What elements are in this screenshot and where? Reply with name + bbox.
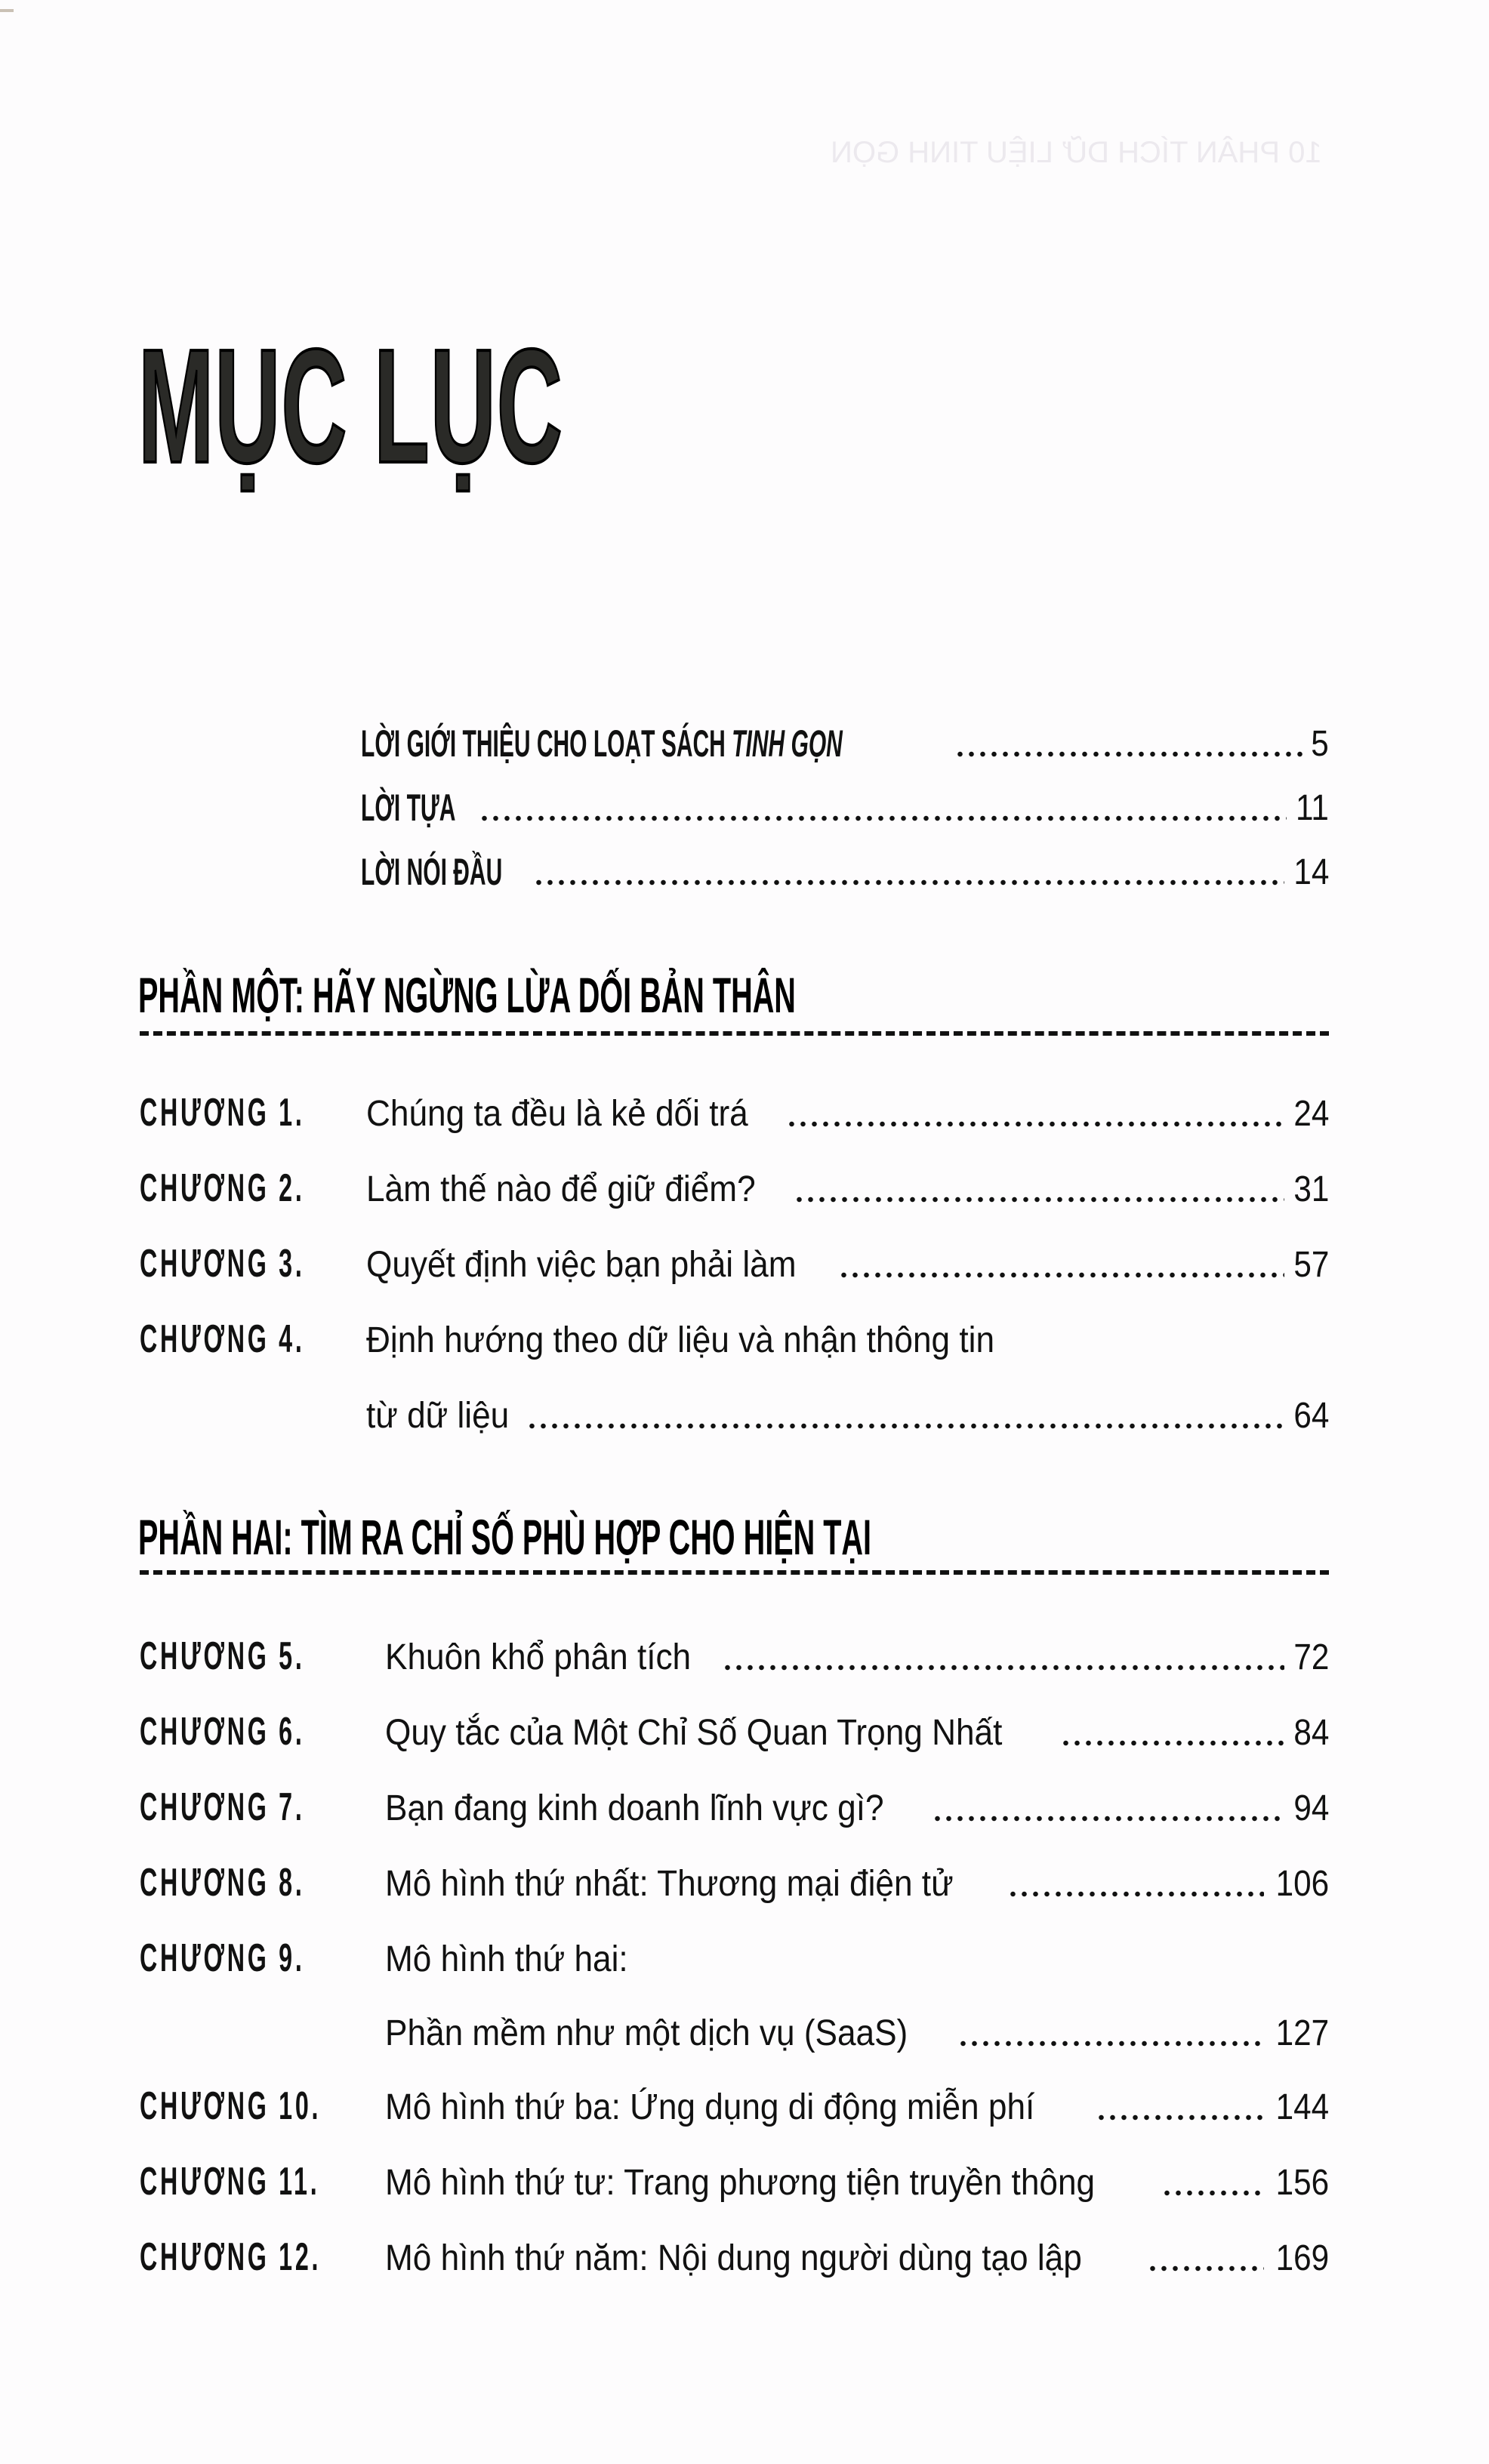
dot-leader <box>479 815 1287 822</box>
chapter-title: Định hướng theo dữ liệu và nhận thông tin <box>366 1320 995 1360</box>
dot-leader <box>1007 1890 1264 1898</box>
toc-entry-preface[interactable] <box>361 781 1329 827</box>
page-number: 156 <box>1275 2163 1329 2203</box>
chapter-label: CHƯƠNG 10. <box>140 2084 322 2128</box>
toc-chapter-8[interactable] <box>140 1857 1329 1905</box>
dot-leader <box>1060 1739 1284 1747</box>
toc-chapter-3[interactable] <box>140 1238 1329 1286</box>
chapter-label: CHƯƠNG 5. <box>140 1634 305 1678</box>
page-number: 127 <box>1275 2013 1329 2053</box>
chapter-label: CHƯƠNG 7. <box>140 1785 305 1829</box>
page-number: 106 <box>1275 1864 1329 1904</box>
toc-chapter-6[interactable] <box>140 1706 1329 1754</box>
page-corner-mark <box>0 9 14 12</box>
part-divider-1 <box>140 1031 1329 1036</box>
part-heading-2: PHẦN HAI: TÌM RA CHỈ SỐ PHÙ HỢP CHO HIỆN TẠI <box>138 1509 872 1565</box>
chapter-title: Khuôn khổ phân tích <box>385 1637 692 1677</box>
toc-entry-label: LỜI GIỚI THIỆU CHO LOẠT SÁCH TINH GỌN <box>361 722 843 765</box>
part-heading-1: PHẦN MỘT: HÃY NGỪNG LỪA DỐI BẢN THÂN <box>138 967 796 1023</box>
dot-leader <box>957 2040 1263 2047</box>
page-number: 57 <box>1293 1245 1329 1285</box>
dot-leader <box>794 1196 1284 1203</box>
page-number: 24 <box>1293 1094 1329 1134</box>
dot-leader <box>838 1271 1284 1279</box>
page-number: 64 <box>1293 1396 1329 1436</box>
page-number: 14 <box>1293 852 1329 892</box>
toc-chapter-1[interactable] <box>140 1087 1329 1135</box>
chapter-label: CHƯƠNG 1. <box>140 1091 305 1135</box>
toc-chapter-11[interactable] <box>140 2156 1329 2204</box>
page-number: 144 <box>1275 2087 1329 2127</box>
chapter-title: Mô hình thứ năm: Nội dung người dùng tạo lập <box>385 2238 1082 2278</box>
dot-leader <box>786 1120 1284 1128</box>
dot-leader <box>1147 2265 1264 2272</box>
page-number: 84 <box>1293 1713 1329 1753</box>
chapter-label: CHƯƠNG 9. <box>140 1936 305 1980</box>
dot-leader <box>1161 2189 1264 2197</box>
toc-chapter-12[interactable] <box>140 2231 1329 2277</box>
dot-leader <box>526 1422 1284 1430</box>
toc-entry-foreword[interactable] <box>361 845 1329 891</box>
chapter-label: CHƯƠNG 8. <box>140 1861 305 1905</box>
page-title: MỤC LỤC <box>138 315 563 497</box>
chapter-label: CHƯƠNG 4. <box>140 1317 305 1361</box>
bleed-through-header: 10 PHÂN TÍCH DỮ LIỆU TINH GỌN <box>831 136 1322 169</box>
toc-chapter-4[interactable] <box>140 1314 1329 1359</box>
chapter-title: Mô hình thứ ba: Ứng dụng di động miễn phí <box>385 2087 1035 2127</box>
page-number: 31 <box>1293 1169 1329 1209</box>
chapter-title: Mô hình thứ nhất: Thương mại điện tử <box>385 1864 954 1904</box>
page-number: 5 <box>1311 724 1329 764</box>
chapter-title: Quyết định việc bạn phải làm <box>366 1245 797 1285</box>
toc-chapter-4-continued[interactable] <box>366 1389 1329 1434</box>
chapter-title: Mô hình thứ tư: Trang phương tiện truyền thông <box>385 2163 1096 2203</box>
chapter-label: CHƯƠNG 11. <box>140 2160 320 2204</box>
toc-chapter-9[interactable] <box>140 1933 1329 1978</box>
chapter-label: CHƯƠNG 12. <box>140 2235 322 2279</box>
toc-chapter-10[interactable] <box>140 2081 1329 2126</box>
chapter-label: CHƯƠNG 2. <box>140 1166 305 1210</box>
dot-leader <box>932 1815 1284 1822</box>
toc-entry-label: LỜI TỰA <box>361 787 456 829</box>
chapter-title-line2: từ dữ liệu <box>366 1396 510 1436</box>
page-number: 94 <box>1293 1788 1329 1828</box>
toc-chapter-9-continued[interactable] <box>385 2007 1329 2052</box>
chapter-title-line2: Phần mềm như một dịch vụ (SaaS) <box>385 2013 908 2053</box>
part-divider-2 <box>140 1570 1329 1575</box>
chapter-label: CHƯƠNG 6. <box>140 1710 305 1754</box>
chapter-title: Chúng ta đều là kẻ dối trá <box>366 1094 748 1134</box>
chapter-title: Làm thế nào để giữ điểm? <box>366 1169 756 1209</box>
toc-entry-introduction[interactable] <box>361 717 1329 765</box>
chapter-title: Bạn đang kinh doanh lĩnh vực gì? <box>385 1788 884 1828</box>
toc-chapter-2[interactable] <box>140 1163 1329 1208</box>
dot-leader <box>1096 2114 1264 2121</box>
chapter-title: Quy tắc của Một Chỉ Số Quan Trọng Nhất <box>385 1713 1003 1753</box>
page-number: 11 <box>1296 788 1329 828</box>
chapter-title: Mô hình thứ hai: <box>385 1939 628 1979</box>
page-number: 72 <box>1293 1637 1329 1677</box>
toc-chapter-5[interactable] <box>140 1631 1329 1676</box>
toc-entry-label: LỜI NÓI ĐẦU <box>361 851 503 893</box>
toc-chapter-7[interactable] <box>140 1782 1329 1827</box>
dot-leader <box>954 750 1304 758</box>
page-number: 169 <box>1275 2238 1329 2278</box>
chapter-label: CHƯƠNG 3. <box>140 1242 305 1286</box>
dot-leader <box>533 879 1284 886</box>
dot-leader <box>722 1664 1284 1671</box>
